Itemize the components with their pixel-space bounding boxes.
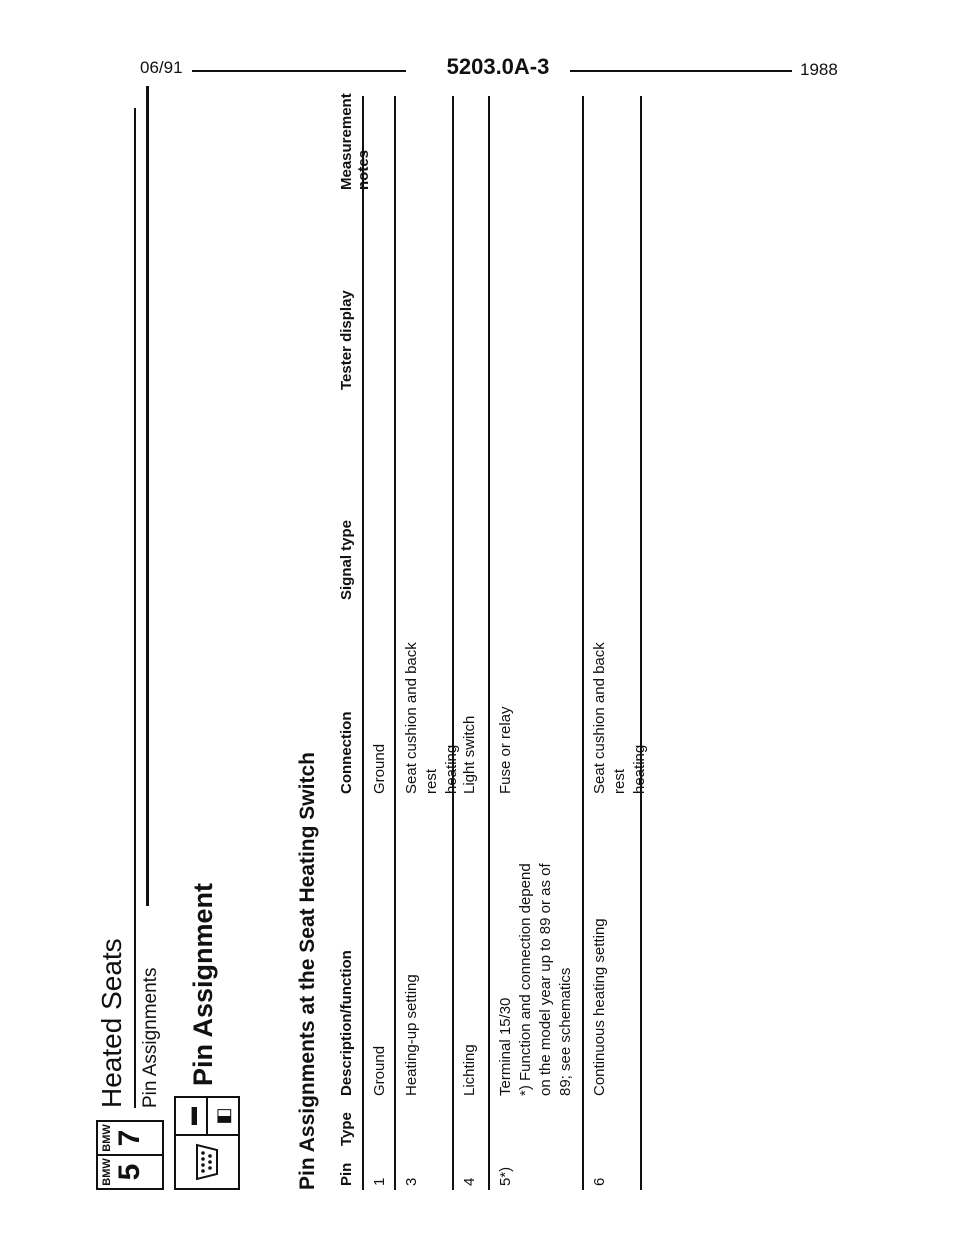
table-row <box>454 96 490 1190</box>
pin-type-icon: ▬ <box>176 1098 208 1134</box>
col-header-description: Description/function <box>338 950 355 1096</box>
cell-connection: Seat cushion and back rest heating <box>403 642 460 794</box>
col-header-tester: Tester display <box>338 290 355 390</box>
cell-description: Continuous heating setting <box>591 918 608 1096</box>
col-header-signal: Signal type <box>338 519 355 600</box>
pin-badge <box>174 1096 240 1190</box>
header-year: 1988 <box>800 60 838 79</box>
cell-connection: Fuse or relay <box>497 706 514 794</box>
brand-label: BMW <box>101 1158 113 1186</box>
section-subtitle: Pin Assignments <box>140 967 161 1108</box>
col-header-pin: Pin <box>338 1162 355 1186</box>
cell-connection: Seat cushion and back rest heating <box>591 642 648 794</box>
table-row <box>584 96 648 1190</box>
cell-description: Heating-up setting <box>403 974 420 1096</box>
table-header <box>334 93 372 1190</box>
col-header-type: Type <box>338 1112 355 1146</box>
pin-table <box>334 93 648 1190</box>
table-row <box>364 96 396 1190</box>
socket-type-icon: ◧ <box>212 1107 233 1125</box>
rotated-page-body <box>96 70 936 1190</box>
col-header-connection: Connection <box>338 711 355 794</box>
header-doc-number: 5203.0A-3 <box>446 54 550 79</box>
model-badge-cell <box>98 1154 162 1188</box>
cell-connection: Light switch <box>461 715 478 794</box>
cell-pin: 1 <box>371 1177 388 1186</box>
model-number: 7 <box>113 1129 146 1147</box>
table-row <box>490 96 584 1190</box>
header-date: 06/91 <box>140 58 183 77</box>
section-rule <box>134 108 136 1108</box>
connector-icon <box>176 1134 238 1188</box>
cell-pin: 4 <box>461 1177 478 1186</box>
cell-description: Ground <box>371 1045 388 1096</box>
table-row <box>396 96 460 1190</box>
brand-label: BMW <box>101 1124 113 1152</box>
cell-description: Lichting <box>461 1044 478 1096</box>
cell-connection: Ground <box>371 743 388 794</box>
cell-pin: 3 <box>403 1177 420 1186</box>
section-title: Heated Seats <box>96 938 127 1108</box>
cell-pin: 6 <box>591 1177 608 1186</box>
model-number: 5 <box>113 1163 146 1181</box>
pin-assignment-title: Pin Assignment <box>188 882 218 1086</box>
model-badge-cell <box>98 1122 162 1154</box>
model-badge <box>96 1120 164 1190</box>
table-title: Pin Assignments at the Seat Heating Switch <box>296 752 319 1190</box>
cell-pin: 5*) <box>497 1166 514 1186</box>
pin-type-symbols <box>176 1098 238 1134</box>
cell-description: Terminal 15/30 *) Function and connection depend on the model year up to 89 or as of 89; see schematics <box>497 863 574 1096</box>
col-header-measurement: Measurement notes <box>338 93 372 190</box>
